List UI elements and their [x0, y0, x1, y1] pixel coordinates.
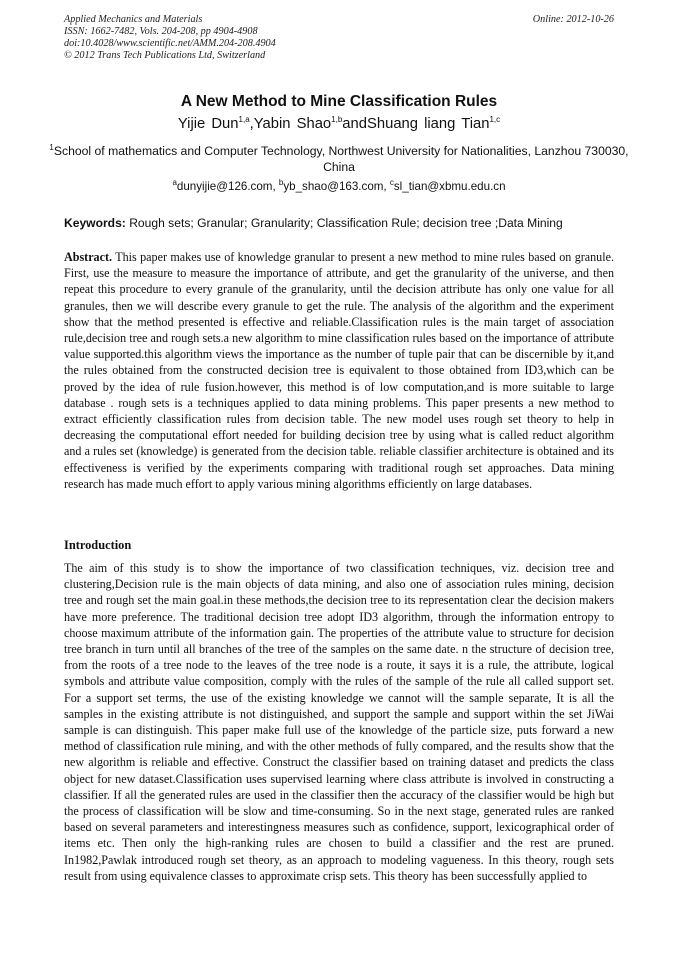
- email-line: [40, 180, 638, 193]
- author-line: [40, 116, 638, 132]
- email-a-sup: a: [172, 178, 177, 188]
- author-1-sup: 1,a: [238, 115, 250, 125]
- keywords-text: Rough sets; Granular; Granularity; Classification Rule; decision tree ;Data Mining: [125, 216, 563, 230]
- email-c: sl_tian@xbmu.edu.cn: [393, 180, 506, 193]
- author-1: Yijie Dun: [177, 116, 239, 132]
- author-2: ,Yabin Shao: [249, 116, 332, 132]
- affiliation-sup: 1: [49, 142, 54, 152]
- author-3-sup: 1,c: [489, 115, 501, 125]
- doi-line: doi:10.4028/www.scientific.net/AMM.204-208.4904: [64, 38, 276, 50]
- email-b: yb_shao@163.com,: [283, 180, 390, 193]
- affiliation: [48, 144, 630, 175]
- abstract-label: Abstract.: [64, 250, 113, 264]
- email-a: dunyijie@126.com,: [176, 180, 279, 193]
- introduction-text: The aim of this study is to show the importance of two classification techniques, viz. decision tree and clustering,Decision rule is the main objects of data mining, and also one of association rules mining, decision tree and rough set the main goal.in these methods,the decision tree to its representation clear the decision makers have more preference. The traditional decision tree adopt ID3 algorithm, through the information entropy to choose maximum attribute of the information gain. The properties of the attribute value to structure for decision tree branch in turn until all branches of the tree of the samples on the same date. n the structure of decision tree, from the roots of a tree node to the leaves of the tree node is a route, it says it is a rule, the attribute, logical symbols and attribute value composition, comply with the rules of the sample of the rule all called support set. For a support set terms, the use of the existing knowledge we cannot will the sample separate, It is all the samples in the existing attribute is not distinguished, and support the sample and support within the set JiWai sample is can distinguish. This paper make full use of the knowledge of the particle size, puts forward a new method of classification rule mining, and with the other methods of fully compared, and the results show that the new algorithm is reliable and effective. Construct the classifier based on training dataset and predicts the class object for new dataset.Classification uses supervised learning where class attribute is involved in constructing a classifier. If all the generated rules are used in the classifier then the accuracy of the classifier would be high but the process of classification will be slow and time-consuming. So in the next stage, generated rules are ranked based on several parameters and interestingness measures such as confidence, support, lexicographical order of items etc. Then only the high-ranking rules are chosen to build a classifier and the rest are pruned. In1982,Pawlak introduced rough set theory, as an approach to modeling vagueness. In this theory, rough sets result from using equivalence classes to approximate crisp sets. This theory has been successfully applied to: [64, 561, 614, 883]
- keywords-label: Keywords:: [64, 216, 126, 230]
- abstract: [64, 249, 614, 492]
- affiliation-text: School of mathematics and Computer Technology, Northwest University for Nationalities, Lanzhou 730030, China: [53, 144, 629, 174]
- abstract-text: This paper makes use of knowledge granular to present a new method to mine rules based on granule. First, use the measure to measure the importance of attribute, and get the granularity of the universe, and then repeat this procedure to every granule of the granularity, until the decision attribute has only one value for all granules, then we will describe every granule to get the rule. The analysis of the algorithm and the experiment show that the method presented is effective and reliable.Classification rules is the main target of association rule,decision tree and rough sets.a new algorithm to mine classification rules based on the importance of attribute value supported.this algorithm views the importance as the number of tuple pair that can be discernible by it,and the rules obtained from the constructed decision tree is equivalent to those obtained from ID3,which can be proved by the idea of rule fusion.however, this method is of low computation,and is more suitable to large database . rough sets is a techniques applied to data mining problems. This paper presents a new method to extract efficiently classification rules from decision table. The new model uses rough set theory to help in decreasing the computational effort needed for building decision tree by using what is called reduct algorithm and a rules set (knowledge) is generated from the decision table. reliable classifier architecture is obtained and its effectiveness is verified by the experiments comparing with traditional rough set approaches. Data mining research has made much effort to apply various mining algorithms efficiently on large databases.: [64, 250, 614, 491]
- issn-line: ISSN: 1662-7482, Vols. 204-208, pp 4904-4908: [64, 26, 258, 38]
- keywords: [64, 216, 624, 230]
- email-c-sup: c: [389, 178, 394, 188]
- author-3: andShuang liang Tian: [342, 116, 490, 132]
- author-2-sup: 1,b: [331, 115, 343, 125]
- email-b-sup: b: [278, 178, 284, 188]
- section-heading-introduction: Introduction: [64, 538, 132, 552]
- journal-header: [64, 14, 614, 62]
- online-date: Online: 2012-10-26: [532, 14, 614, 25]
- journal-name: Applied Mechanics and Materials: [64, 14, 203, 25]
- copyright-line: © 2012 Trans Tech Publications Ltd, Switzerland: [64, 50, 266, 62]
- paper-title: A New Method to Mine Classification Rules: [180, 93, 498, 110]
